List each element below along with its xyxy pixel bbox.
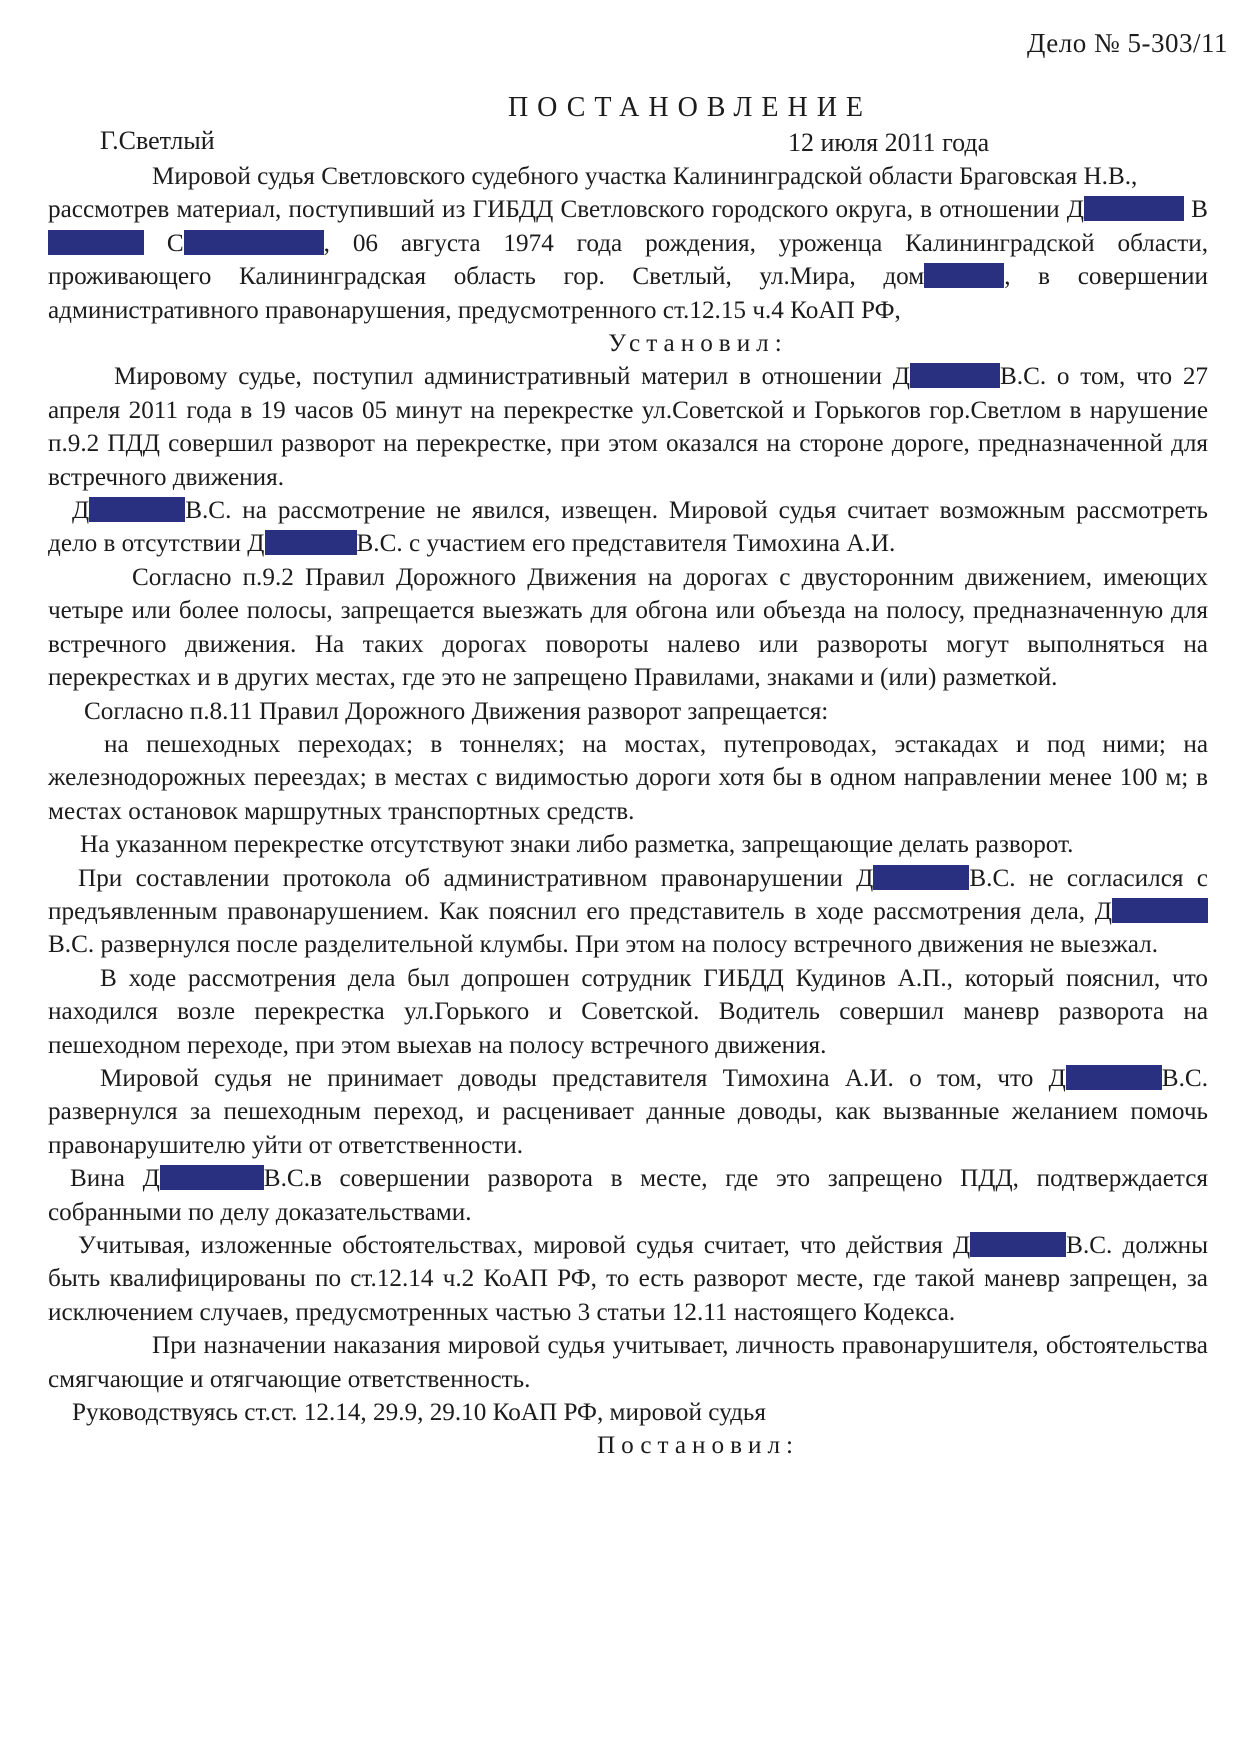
- redaction-block: [184, 230, 324, 255]
- date-of-issue: 12 июля 2011 года: [788, 128, 990, 157]
- paragraph-arguments: [48, 1062, 1208, 1162]
- text-segment: В.С. развернулся после разделительной клумбы. При этом на полосу встречного движения не выезжал.: [48, 931, 1159, 959]
- redaction-block: [910, 363, 1000, 388]
- heading-established: Установил:: [608, 330, 788, 358]
- text-segment: В.С. не согласился с предъявленным правонарушением. Как пояснил его представитель в ходе рассмотрения дела, Д: [48, 864, 1208, 925]
- text-segment: Мировой судья не принимает доводы представителя Тимохина А.И. о том, что Д: [100, 1064, 1066, 1092]
- redaction-block: [1112, 898, 1208, 923]
- place-of-issue: Г.Светлый: [100, 126, 215, 155]
- text-segment: В.С. должны быть квалифицированы по ст.12.14 ч.2 КоАП РФ, то есть разворот месте, где такой маневр запрещен, за исключением случаев, предусмотренных частью 3 статьи 12.11 настоящего Кодекса.: [48, 1232, 1208, 1326]
- text-segment: Вина Д: [70, 1165, 160, 1193]
- redaction-block: [924, 263, 1004, 288]
- redaction-block: [265, 530, 357, 555]
- document-title: ПОСТАНОВЛЕНИЕ: [507, 92, 873, 123]
- paragraph-rule-8-11-list: на пешеходных переходах; в тоннелях; на мостах, путепроводах, эстакадах и под ними; на железнодорожных переездах; в местах с видимостью дороги хотя бы в одном направлении менее 100 м; в местах остановок маршрутных транспортных средств.: [48, 730, 1208, 825]
- paragraph-judge: Мировой судья Светловского судебного участка Калининградской области Браговская Н.В.,: [152, 163, 1138, 190]
- text-segment: В.С. о том, что 27 апреля 2011 года в 19 часов 05 минут на перекрестке ул.Советской и Горькогов гор.Светлом в нарушение п.9.2 ПДД совершил разворот на перекрестке, при этом оказался на стороне дороге, предназначенной для встречного движения.: [48, 363, 1209, 491]
- text-segment: рассмотрев материал, поступивший из ГИБДД Светловского городского округа, в отношении Д: [48, 196, 1084, 224]
- redaction-block: [970, 1232, 1066, 1257]
- redaction-block: [1066, 1065, 1162, 1090]
- redaction-block: [1084, 196, 1184, 221]
- text-segment: Мировому судье, поступил административный материл в отношении Д: [114, 363, 910, 391]
- paragraph-qualification: [48, 1229, 1208, 1329]
- heading-decided: Постановил:: [596, 1432, 800, 1460]
- paragraph-guided-by: Руководствуясь ст.ст. 12.14, 29.9, 29.10 КоАП РФ, мировой судья: [72, 1399, 766, 1427]
- text-segment: В.С. развернулся за пешеходным переход, и расценивает данные доводы, как вызванные желанием помочь правонарушителю уйти от ответственности.: [48, 1064, 1208, 1159]
- paragraph-material-received: [48, 360, 1208, 494]
- document-body: [48, 160, 1208, 1463]
- text-segment: В.С. на рассмотрение не явился, извещен. Мировой судья считает возможным рассмотреть дело в отсутствии Д: [48, 497, 1208, 558]
- paragraph-material: [48, 193, 1208, 327]
- paragraph-absence: [48, 494, 1208, 561]
- paragraph-punishment: При назначении наказания мировой судья учитывает, личность правонарушителя, обстоятельства смягчающие и отягчающие ответственность.: [48, 1332, 1208, 1393]
- text-segment: Д: [72, 497, 90, 525]
- text-segment: , в совершении административного правонарушения, предусмотренного ст.12.15 ч.4 КоАП РФ,: [48, 263, 1208, 324]
- text-segment: При составлении протокола об административном правонарушении Д: [78, 864, 874, 892]
- text-segment: В.С. с участием его представителя Тимохина А.И.: [356, 530, 896, 558]
- redaction-block: [160, 1165, 264, 1190]
- redaction-block: [89, 497, 185, 522]
- paragraph-guilt: [48, 1162, 1208, 1229]
- text-segment: С: [144, 229, 184, 257]
- paragraph-protocol: [48, 862, 1208, 962]
- paragraph-rule-8-11: Согласно п.8.11 Правил Дорожного Движения разворот запрещается:: [84, 697, 829, 725]
- paragraph-rule-9-2: Согласно п.9.2 Правил Дорожного Движения на дорогах с двусторонним движением, имеющих четыре или более полосы, запрещается выезжать для обгона или объезда на полосу, предназначенную для встречного движения. На таких дорогах повороты налево или развороты могут выполняться на перекрестках и в других местах, где это не запрещено Правилами, знаками и (или) разметкой.: [48, 563, 1208, 692]
- text-segment: В: [1183, 196, 1208, 224]
- redaction-block: [873, 865, 969, 890]
- paragraph-witness: В ходе рассмотрения дела был допрошен сотрудник ГИБДД Кудинов А.П., который пояснил, что находился возле перекрестка ул.Горького и Советской. Водитель совершил маневр разворота на пешеходном переходе, при этом выехав на полосу встречного движения.: [48, 964, 1208, 1059]
- text-segment: В.С.в совершении разворота в месте, где это запрещено ПДД, подтверждается собранными по делу доказательствами.: [48, 1165, 1208, 1226]
- text-segment: , 06 августа 1974 года рождения, уроженца Калининградской области, проживающего Калининградская область гор. Светлый, ул.Мира, дом: [48, 229, 1208, 291]
- paragraph-no-signs: На указанном перекрестке отсутствуют знаки либо разметка, запрещающие делать разворот.: [80, 831, 1074, 859]
- text-segment: Учитывая, изложенные обстоятельствах, мировой судья считает, что действия Д: [78, 1232, 971, 1259]
- redaction-block: [48, 230, 144, 255]
- case-number: Дело № 5-303/11: [1027, 28, 1228, 58]
